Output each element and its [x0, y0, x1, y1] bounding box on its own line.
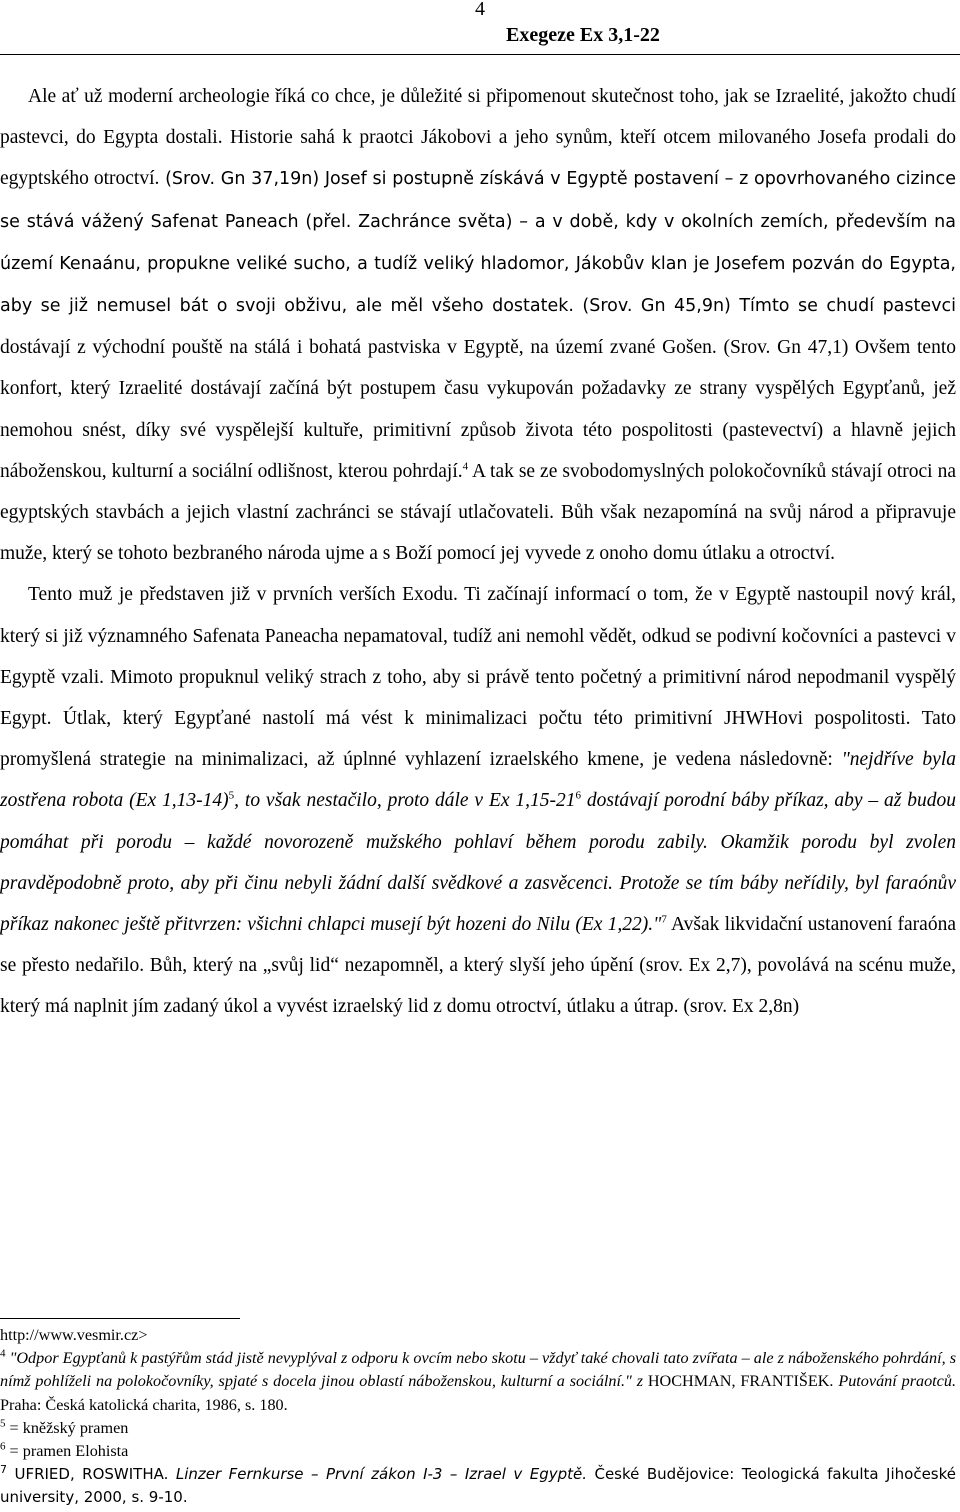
footnote-7-publisher: České Budějovice: Teologická fakulta Jihočeské university, 2000, s. 9-10.	[0, 1465, 956, 1507]
footnote-6-text: = pramen Elohista	[5, 1442, 129, 1461]
footnote-ref-6[interactable]: 6	[575, 789, 582, 802]
footnote-7-title: Linzer Fernkurse – První zákon I-3 – Izrael v Egyptě.	[175, 1465, 588, 1484]
footnote-7-author: UFRIED, ROSWITHA.	[7, 1465, 176, 1484]
paragraph-1	[0, 76, 956, 574]
p2-sentence-1: Tento muž je představen již v prvních verších Exodu. Ti začínají informací o tom, že v Egyptě nastoupil nový král, který si již významného Safenata Paneacha nepamatoval, tudíž ani nemohl vědět, odkud se podivní kočovníci a pastevci v Egyptě vzali.	[0, 584, 956, 688]
footnote-ref-5[interactable]: 5	[228, 789, 235, 802]
paragraph-2	[0, 574, 956, 1027]
quote-part-3: dostávají porodní báby příkaz, aby – až budou pomáhat při porodu – každé novorozeně mužského pohlaví během porodu zabily. Okamžik porodu byl zvolen pravděpodobně proto, aby při činu nebyli žádní další svědkové a zasvěcenci. Protože se tím báby neřídily, byl faraónův příkaz nakonec ještě přitvrzen: všichni chlapci musejí být hozeni do Nilu (Ex 1,22)."	[0, 790, 957, 936]
footnote-7-number: 7	[0, 1463, 7, 1477]
p1-sentence-4: A tak se ze svobodomyslných polokočovníků stávají otroci na egyptských stavbách a jejich vlastní zachránci se stávají utlačovateli. Bůh však nezapomíná na svůj národ a připravuje muže, který se tohoto bezbraného národa ujme a s Boží pomocí jej vyvede z onoho domu útlaku a otroctví.	[0, 460, 956, 565]
footnote-4-number: 4	[0, 1347, 6, 1360]
footnote-5	[0, 1417, 956, 1440]
footnote-5-number: 5	[0, 1417, 6, 1430]
footnote-6	[0, 1440, 956, 1463]
footnote-4-author: HOCHMAN, FRANTIŠEK.	[643, 1372, 839, 1391]
p1-sentence-3: dostávají z východní pouště na stálá i bohatá pastviska v Egyptě, na území zvané Gošen. (Srov. Gn 47,1) Ovšem tento konfort, který Izraelité dostávají začíná být postupem času vykupován požadavky ze strany vyspělých Egypťanů, jež nemohou snést, díky své vyspělejší kultuře, primitivní způsob života této pospolitosti (pastevectví) a hlavně jejich náboženskou, kulturní a sociální odlišnost, kterou pohrdají.	[0, 337, 956, 482]
footnote-url[interactable]: http://www.vesmir.cz>	[0, 1326, 148, 1344]
header-rule	[0, 54, 960, 55]
footnote-4-publisher: Praha: Česká katolická charita, 1986, s. 180.	[0, 1395, 288, 1414]
footnote-ref-4[interactable]: 4	[462, 460, 469, 473]
footnote-rule	[0, 1318, 240, 1319]
page-number: 4	[475, 0, 485, 20]
footnote-6-number: 6	[0, 1440, 6, 1453]
footnote-4	[0, 1347, 956, 1417]
p2-sentence-3: Avšak likvidační ustanovení faraóna se přesto nedařilo.	[0, 914, 956, 977]
footnote-4-quote: "Odpor Egypťanů k pastýřům stád jistě nevyplýval z odporu k ovcím nebo skotu – vždyť také chovali tato zvířata – ale z náboženského pohrdání, s nímž pohlíželi na polokočovníky, spjaté s docela jinou oblastí náboženskou, kulturní a sociální." z	[0, 1349, 956, 1391]
p2-sentence-2: Mimoto propuknul veliký strach z toho, aby si právě tento početný a primitivní národ nepodmanil vyspělý Egypt. Útlak, který Egypťané nastolí má vést k minimalizaci počtu této primitivní JHWHovi pospolitosti. Tato promyšlená strategie na minimalizaci, až úplnné vyhlazení izraelského kmene, je vedena následovně:	[0, 666, 956, 771]
footnote-5-text: = kněžský pramen	[5, 1418, 129, 1437]
footnote-4-title: Putování praotců.	[838, 1372, 957, 1391]
p1-sentence-1: Ale ať už moderní archeologie říká co chce, je důležité si připomenout skutečnost toho, jak se Izraelité, jakožto chudí pastevci, do Egypta dostali. Historie sahá k praotci Jákobovi a jeho synům, kteří otcem milovaného Josefa prodali do egyptského otroctví.	[0, 86, 956, 190]
p1-sentence-2: (Srov. Gn 37,19n) Josef si postupně získává v Egyptě postavení – z opovrhovaného cizince se stává vážený Safenat Paneach (přel. Zachránce světa) – a v době, kdy v okolních zemích, především na území Kenaánu, propukne veliké sucho, a tudíž veliký hladomor, Jákobův klan je Josefem pozván do Egypta, aby se již nemusel bát o svoji obživu, ale měl všeho dostatek. (Srov. Gn 45,9n) Tímto se chudí pastevci	[0, 169, 957, 317]
p2-sentence-4: Bůh, který na „svůj lid“ nezapomněl, a který slyší jeho úpění (srov. Ex 2,7), povolává na scénu muže, který má naplnit jím zadaný úkol a vyvést izraelský lid z domu otroctví, útlaku a útrap. (srov. Ex 2,8n)	[0, 955, 956, 1018]
footnotes	[0, 1324, 956, 1510]
main-text	[0, 76, 956, 1028]
footnote-ref-7[interactable]: 7	[661, 913, 667, 926]
quote-part-1: "nejdříve byla zostřena robota (Ex 1,13-14)	[0, 749, 956, 812]
quote-part-2: , to však nestačilo, proto dále v Ex 1,15-21	[234, 790, 576, 812]
footnote-7	[0, 1463, 956, 1509]
running-title: Exegeze Ex 3,1-22	[506, 24, 660, 46]
